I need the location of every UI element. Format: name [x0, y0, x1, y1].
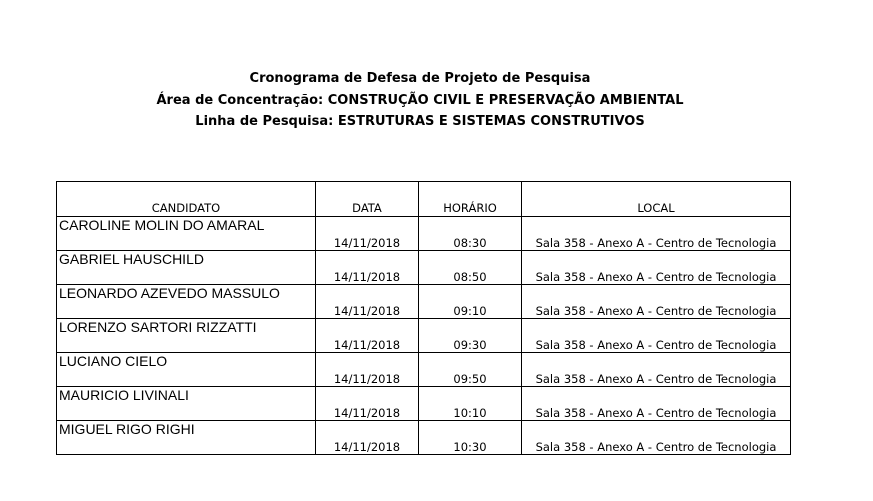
schedule-table	[56, 181, 791, 455]
candidate-cell: LUCIANO CIELO	[57, 353, 316, 387]
candidate-cell: CAROLINE MOLIN DO AMARAL	[57, 217, 316, 251]
place-cell: Sala 358 - Anexo A - Centro de Tecnologia	[522, 285, 791, 319]
candidate-cell: LEONARDO AZEVEDO MASSULO	[57, 285, 316, 319]
place-cell: Sala 358 - Anexo A - Centro de Tecnologia	[522, 387, 791, 421]
place-cell: Sala 358 - Anexo A - Centro de Tecnologia	[522, 217, 791, 251]
date-cell: 14/11/2018	[316, 251, 419, 285]
research-line-line	[0, 111, 840, 133]
column-header-place: LOCAL	[522, 182, 791, 217]
place-cell: Sala 358 - Anexo A - Centro de Tecnologia	[522, 421, 791, 455]
candidate-cell: MIGUEL RIGO RIGHI	[57, 421, 316, 455]
time-cell: 08:30	[419, 217, 522, 251]
column-header-candidate: CANDIDATO	[57, 182, 316, 217]
date-cell: 14/11/2018	[316, 319, 419, 353]
concentration-area-value: CONSTRUÇÃO CIVIL E PRESERVAÇÃO AMBIENTAL	[327, 92, 684, 108]
table-header-row	[57, 182, 791, 217]
time-cell: 10:10	[419, 387, 522, 421]
table-row	[57, 387, 791, 421]
place-cell: Sala 358 - Anexo A - Centro de Tecnologia	[522, 251, 791, 285]
concentration-area-label: Área de Concentração:	[156, 92, 324, 108]
candidate-cell: GABRIEL HAUSCHILD	[57, 251, 316, 285]
time-cell: 09:50	[419, 353, 522, 387]
document-title: Cronograma de Defesa de Projeto de Pesquisa	[249, 71, 591, 86]
time-cell: 09:30	[419, 319, 522, 353]
date-cell: 14/11/2018	[316, 387, 419, 421]
time-cell: 10:30	[419, 421, 522, 455]
table-row	[57, 217, 791, 251]
table-row	[57, 285, 791, 319]
date-cell: 14/11/2018	[316, 285, 419, 319]
date-cell: 14/11/2018	[316, 353, 419, 387]
research-line-label: Linha de Pesquisa:	[195, 114, 334, 129]
column-header-date: DATA	[316, 182, 419, 217]
document-header	[0, 68, 840, 133]
candidate-cell: LORENZO SARTORI RIZZATTI	[57, 319, 316, 353]
column-header-time: HORÁRIO	[419, 182, 522, 217]
time-cell: 08:50	[419, 251, 522, 285]
table-row	[57, 353, 791, 387]
place-cell: Sala 358 - Anexo A - Centro de Tecnologia	[522, 319, 791, 353]
table-row	[57, 319, 791, 353]
table-row	[57, 251, 791, 285]
concentration-area-line	[0, 90, 840, 112]
time-cell: 09:10	[419, 285, 522, 319]
candidate-cell: MAURICIO LIVINALI	[57, 387, 316, 421]
table-row	[57, 421, 791, 455]
research-line-value: ESTRUTURAS E SISTEMAS CONSTRUTIVOS	[337, 114, 645, 129]
date-cell: 14/11/2018	[316, 421, 419, 455]
place-cell: Sala 358 - Anexo A - Centro de Tecnologia	[522, 353, 791, 387]
date-cell: 14/11/2018	[316, 217, 419, 251]
